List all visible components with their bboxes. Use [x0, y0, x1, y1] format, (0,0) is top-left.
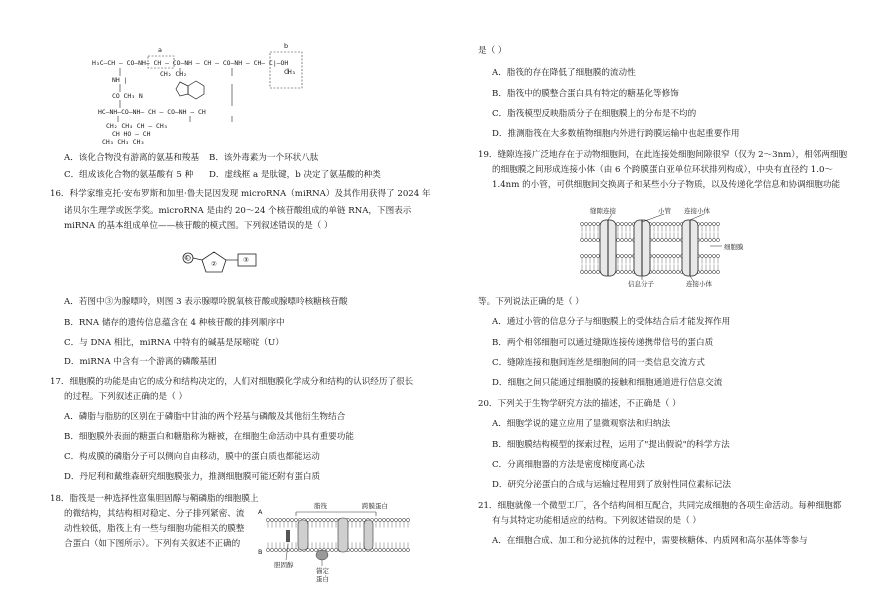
q19-option-c: C．缝隙连接和胞间连丝是细胞间的同一类信息交流方式	[492, 358, 705, 368]
q17-option-c: C．构成膜的磷脂分子可以侧向自由移动，膜中的蛋白质也都能运动	[64, 452, 320, 462]
phospholipid-head	[664, 270, 667, 273]
label-3: ③	[243, 256, 249, 264]
phospholipid-head	[616, 270, 619, 273]
phospholipid-head	[354, 518, 357, 521]
nucleotide-diagram	[180, 238, 280, 288]
phospholipid-head	[652, 254, 655, 257]
q16-option-c: C．与 DNA 相比，miRNA 中特有的碱基是尿嘧啶（U）	[64, 338, 284, 348]
phospholipid-head	[656, 270, 659, 273]
label-a: a	[158, 46, 162, 54]
label-b: b	[284, 42, 289, 50]
phospholipid-head	[274, 548, 277, 551]
phospholipid-head	[580, 222, 583, 225]
gap-junction-figure	[572, 204, 772, 288]
phospholipid-head	[704, 238, 707, 241]
q19-option-a: A．通过小管的信息分子与细胞膜上的受体结合后才能发挥作用	[492, 317, 731, 327]
indole-pyrrole-ring	[176, 82, 188, 96]
label-cell-membrane: 细胞膜	[724, 243, 744, 251]
phospholipid-head	[318, 518, 321, 521]
phospholipid-head	[704, 222, 707, 225]
phospholipid-head	[382, 518, 385, 521]
phospholipid-head	[624, 254, 627, 257]
phospholipid-head	[628, 238, 631, 241]
phospholipid-head	[386, 518, 389, 521]
phospholipid-head	[624, 270, 627, 273]
q18-option-d: D．推测脂筏在大多数植物细胞内外进行跨膜运输中也起重要作用	[492, 129, 740, 139]
q20-option-b: B．细胞膜结构模型的探索过程，运用了"提出假说"的科学方法	[492, 440, 730, 450]
phospholipid-head	[672, 222, 675, 225]
q18-option-a: A．脂筏的存在降低了细胞膜的流动性	[492, 68, 636, 78]
phospholipid-head	[330, 518, 333, 521]
phospholipid-head	[716, 270, 719, 273]
anchor-protein	[316, 550, 328, 560]
phospholipid-head	[652, 270, 655, 273]
phospholipid-head	[266, 518, 269, 521]
q15-option-b: B．该外毒素为一个环状八肽	[209, 153, 319, 163]
structure-row-6: CH₂ CH₃ CH — CH₃	[106, 122, 168, 130]
structure-row-8: CH₃ CH₃ CH₃	[102, 138, 145, 146]
q19-stem-line-3: 1.4nm 的小管，可供细胞间交换离子和某些小分子物质，以及传递化学信息和协调细胞功能	[492, 180, 841, 190]
q20-option-a: A．细胞学说的建立应用了显微观察法和归纳法	[492, 419, 671, 429]
phospholipid-head	[378, 518, 381, 521]
q16-stem-line-1: 16．科学家维克托·安布罗斯和加里·鲁夫昆因发现 microRNA（miRNA）及其作用获得了 2024 年	[50, 189, 431, 199]
phospholipid-head	[616, 254, 619, 257]
phospholipid-head	[664, 222, 667, 225]
phospholipid-head	[350, 518, 353, 521]
phospholipid-head	[716, 238, 719, 241]
structure-row-3: NH |	[112, 76, 128, 84]
phospholipid-head	[656, 254, 659, 257]
phospholipid-head	[592, 270, 595, 273]
phospholipid-head	[652, 222, 655, 225]
phospholipid-head	[712, 270, 715, 273]
phospholipid-head	[712, 222, 715, 225]
phospholipid-head	[282, 548, 285, 551]
phospholipid-head	[330, 548, 333, 551]
label-connexon: 连接小体	[684, 207, 710, 215]
phospholipid-head	[584, 238, 587, 241]
peptide-structure-figure	[92, 42, 352, 146]
phospholipid-head	[270, 518, 273, 521]
label-anchor-1: 锚定	[316, 567, 329, 575]
q18-stem-line-3: 动性较低，脂筏上有一些与细胞功能相关的膜整	[64, 524, 245, 534]
q15-option-d: D．虚线框 a 是肽键，b 决定了氨基酸的种类	[209, 170, 381, 180]
label-transmembrane-protein: 跨膜蛋白	[362, 502, 388, 510]
phospholipid-head	[660, 222, 663, 225]
phospholipid-head	[290, 518, 293, 521]
phospholipid-head	[672, 254, 675, 257]
phospholipid-head	[676, 254, 679, 257]
phospholipid-head	[374, 518, 377, 521]
q19-option-d: D．细胞之间只能通过细胞膜的接触和细胞通道进行信息交流	[492, 378, 723, 388]
indole-benzene-ring	[188, 81, 204, 99]
phospholipid-head	[584, 222, 587, 225]
phospholipid-head	[656, 222, 659, 225]
phospholipid-head	[386, 548, 389, 551]
q20-stem: 20．下列关于生物学研究方法的描述，不正确是（ ）	[478, 399, 681, 409]
cholesterol-molecule	[286, 530, 290, 542]
q16-option-d: D．miRNA 中含有一个游离的磷酸基团	[64, 357, 217, 367]
phospholipid-head	[358, 548, 361, 551]
phospholipid-head	[294, 548, 297, 551]
q17-stem-line-1: 17．细胞膜的功能是由它的成分和结构决定的，人们对细胞膜化学成分和结构的认识经历了很长	[50, 377, 414, 387]
label-cholesterol: 胆固醇	[274, 561, 294, 569]
phospholipid-head	[716, 222, 719, 225]
phospholipid-head	[358, 518, 361, 521]
q17-stem-line-2: 的过程。下列叙述正确的是（ ）	[64, 392, 188, 402]
q18-stem-line-2: 的微结构，其结构相对稳定、分子排列紧密、流	[64, 509, 245, 519]
phospholipid-head	[660, 254, 663, 257]
phospholipid-head	[704, 254, 707, 257]
phospholipid-head	[712, 238, 715, 241]
phospholipid-head	[588, 238, 591, 241]
phospholipid-head	[326, 518, 329, 521]
phospholipid-head	[314, 548, 317, 551]
label-side-a: A	[258, 508, 263, 516]
q20-option-d: D．研究分泌蛋白的合成与运输过程用到了放射性同位素标记法	[492, 480, 731, 490]
phospholipid-head	[708, 270, 711, 273]
phospholipid-head	[282, 518, 285, 521]
phospholipid-head	[620, 270, 623, 273]
phospholipid-head	[592, 222, 595, 225]
transmembrane-protein-1	[298, 520, 308, 550]
q18-option-b: B．脂筏中的膜整合蛋白具有特定的糖基化等修饰	[492, 89, 679, 99]
phospholipid-head	[394, 548, 397, 551]
phospholipid-head	[676, 222, 679, 225]
nucleotide-svg	[180, 238, 280, 288]
q21-stem-line-1: 21．细胞就像一个微型工厂，各个结构间相互配合，共同完成细胞的各项生命活动。每种细胞都	[478, 501, 842, 511]
phospholipid-head	[676, 270, 679, 273]
phospholipid-head	[406, 548, 409, 551]
q18-option-c: C．脂筏模型反映脂质分子在细胞膜上的分布是不均的	[492, 109, 697, 119]
phospholipid-head	[628, 270, 631, 273]
phospholipid-head	[334, 548, 337, 551]
label-tube: 小管	[658, 207, 671, 215]
phospholipid-head	[270, 548, 273, 551]
phospholipid-head	[620, 222, 623, 225]
phospholipid-head	[278, 518, 281, 521]
phospholipid-head	[700, 254, 703, 257]
q15-option-a: A．该化合物没有游离的氨基和羧基	[64, 153, 200, 163]
phospholipid-head	[398, 518, 401, 521]
phospholipid-head	[350, 548, 353, 551]
phospholipid-head	[624, 222, 627, 225]
phospholipid-head	[616, 238, 619, 241]
phospholipid-head	[596, 254, 599, 257]
phospholipid-head	[596, 222, 599, 225]
phospholipid-head	[668, 254, 671, 257]
phospholipid-head	[310, 548, 313, 551]
phospholipid-head	[668, 270, 671, 273]
phospholipid-head	[656, 238, 659, 241]
q19-option-b: B．两个相邻细胞可以通过缝隙连接传递携带信号的蛋白质	[492, 338, 714, 348]
phospholipid-head	[584, 254, 587, 257]
phospholipid-head	[620, 254, 623, 257]
phospholipid-head	[326, 548, 329, 551]
q21-stem-line-2: 有与其特定功能相适应的结构。下列叙述错误的是（ ）	[492, 516, 701, 526]
phospholipid-head	[676, 238, 679, 241]
phospholipid-head	[402, 518, 405, 521]
phospholipid-head	[354, 548, 357, 551]
phospholipid-head	[672, 238, 675, 241]
phospholipid-head	[278, 548, 281, 551]
phospholipid-head	[382, 548, 385, 551]
phospholipid-head	[660, 238, 663, 241]
phospholipid-head	[588, 254, 591, 257]
phospholipid-head	[704, 270, 707, 273]
label-raft: 脂筏	[314, 502, 327, 510]
structure-row-1b: CH₃	[284, 68, 296, 76]
q20-option-c: C．分离细胞器的方法是密度梯度离心法	[492, 460, 645, 470]
phospholipid-head	[596, 238, 599, 241]
phospholipid-head	[620, 238, 623, 241]
phospholipid-head	[290, 548, 293, 551]
phospholipid-head	[700, 222, 703, 225]
q16-option-b: B．RNA 储存的遗传信息蕴含在 4 种核苷酸的排列顺序中	[64, 318, 285, 328]
q18-stem-line-1: 18．脂筏是一种选择性富集胆固醇与鞘磷脂的细胞膜上	[50, 494, 259, 504]
phospholipid-head	[402, 548, 405, 551]
phospholipid-head	[394, 518, 397, 521]
phospholipid-head	[708, 222, 711, 225]
phospholipid-head	[584, 270, 587, 273]
q18-stem-line-4: 合蛋白（如下图所示）。下列有关叙述不正确的	[64, 539, 241, 549]
q18-cont-line: 是（ ）	[478, 46, 507, 56]
phospholipid-head	[596, 270, 599, 273]
q16-option-a: A．若图中③为腺嘌呤，则图 3 表示腺嘌呤脱氧核苷酸或腺嘌呤核糖核苷酸	[64, 297, 348, 307]
phospholipid-head	[390, 518, 393, 521]
lipid-raft-figure	[256, 500, 416, 586]
q15-option-c: C．组成该化合物的氨基酸有 5 种	[64, 170, 194, 180]
label-gap-junction: 缝隙连接	[590, 207, 616, 215]
phospholipid-head	[716, 254, 719, 257]
structure-row-5: HC—NH—CO—NH— CH — CO—NH — CH	[98, 108, 206, 116]
phospholipid-head	[580, 270, 583, 273]
label-connexon-bottom: 连接小体	[686, 280, 712, 288]
transmembrane-protein-2	[338, 518, 348, 552]
q17-option-d: D．丹尼利和戴维森研究细胞膜张力，推测细胞膜可能还附有蛋白质	[64, 472, 321, 482]
phospholipid-head	[580, 254, 583, 257]
label-signal-molecule: 信息分子	[628, 280, 654, 288]
structure-row-2: CH₂ CH₂	[160, 70, 187, 78]
q16-stem-line-3: miRNA 的基本组成单位——核苷酸的模式图。下列叙述错误的是（ ）	[64, 221, 333, 231]
phospholipid-head	[708, 254, 711, 257]
label-side-b: B	[258, 548, 263, 556]
phospholipid-head	[664, 254, 667, 257]
phospholipid-head	[660, 270, 663, 273]
phospholipid-head	[668, 238, 671, 241]
phospholipid-head	[652, 238, 655, 241]
lipid-raft-svg	[256, 500, 416, 586]
phospholipid-head	[314, 518, 317, 521]
phospholipid-head	[322, 518, 325, 521]
label-1: ①	[184, 254, 190, 262]
phospholipid-head	[580, 238, 583, 241]
phospholipid-head	[624, 238, 627, 241]
q17-option-b: B．细胞膜外表面的糖蛋白和糖脂称为糖被，在细胞生命活动中具有重要功能	[64, 432, 354, 442]
phospholipid-head	[294, 518, 297, 521]
phospholipid-head	[700, 270, 703, 273]
q21-option-a: A．在细胞合成、加工和分泌抗体的过程中，需要核糖体、内质网和高尔基体等参与	[492, 536, 808, 546]
structure-row-1: H₃C—CH — CO—NH— CH — CO—NH — CH — CO—NH — CH— C|—OH	[92, 59, 289, 67]
phospholipid-head	[334, 518, 337, 521]
q19-stem-line-1: 19．缝隙连接广泛地存在于动物细胞间，在此连接处细胞间隙很窄（仅为 2～3nm），相邻两细胞	[478, 150, 848, 160]
phospholipid-head	[406, 518, 409, 521]
q19-stem-line-2: 的细胞膜之间形成连接小体（由 6 个跨膜蛋白亚单位环状排列构成），中央有直径约 1.0～	[492, 165, 834, 175]
phospholipid-head	[286, 518, 289, 521]
phospholipid-head	[266, 548, 269, 551]
phospholipid-head	[592, 254, 595, 257]
phospholipid-head	[374, 548, 377, 551]
label-2: ②	[211, 260, 217, 268]
phospholipid-head	[588, 222, 591, 225]
phospholipid-head	[668, 222, 671, 225]
phospholipid-head	[628, 222, 631, 225]
phospholipid-head	[378, 548, 381, 551]
structure-row-4: CO CH₃ N	[112, 92, 143, 100]
label-anchor-2: 蛋白	[316, 575, 329, 583]
phospholipid-head	[592, 238, 595, 241]
q19-stem-end: 等。下列说法正确的是（ ）	[478, 297, 584, 307]
phospholipid-head	[708, 238, 711, 241]
phospholipid-head	[274, 518, 277, 521]
phospholipid-head	[390, 548, 393, 551]
phospholipid-head	[700, 238, 703, 241]
phospholipid-head	[588, 270, 591, 273]
phospholipid-head	[628, 254, 631, 257]
phospholipid-head	[616, 222, 619, 225]
phospholipid-head	[398, 548, 401, 551]
phospholipid-head	[310, 518, 313, 521]
q16-stem-line-2: 诺贝尔生理学或医学奖。microRNA 是由约 20～24 个核苷酸组成的单链 RNA，下图表示	[64, 206, 412, 216]
transmembrane-protein-3	[364, 520, 373, 550]
q17-option-a: A．磷脂与脂肪的区别在于磷脂中甘油的两个羟基与磷酸及其他衍生物结合	[64, 412, 346, 422]
phospholipid-head	[672, 270, 675, 273]
phospholipid-head	[712, 254, 715, 257]
phospholipid-head	[664, 238, 667, 241]
structure-row-7: CH HO — CH	[112, 130, 151, 138]
